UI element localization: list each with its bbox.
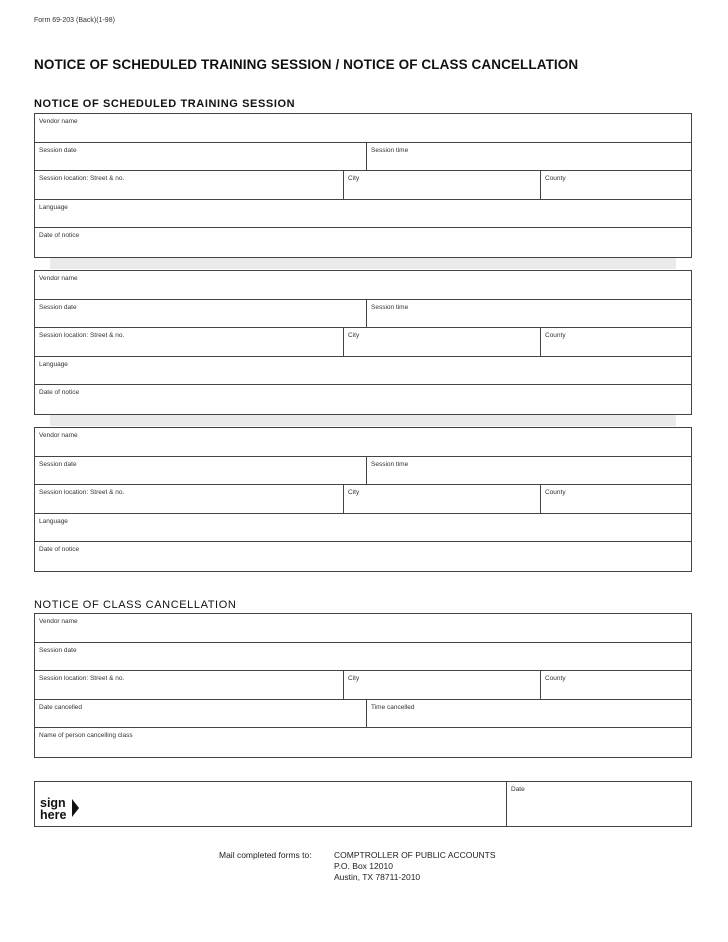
session-date-field[interactable] [35,457,366,485]
time-cancelled-label: Time cancelled [371,703,415,711]
person-cancelling-label: Name of person cancelling class [39,732,133,739]
county-label: County [545,675,566,682]
date-of-notice-field[interactable] [35,385,691,414]
session-date-field[interactable] [35,143,366,171]
training-session-block-1 [34,113,692,258]
date-of-notice-label: Date of notice [39,546,80,553]
separator-bar [50,415,676,426]
county-label: County [545,332,566,339]
city-field[interactable] [343,671,540,699]
separator-bar [50,258,676,269]
date-field[interactable] [506,782,691,826]
date-of-notice-label: Date of notice [39,232,80,239]
session-time-field[interactable] [366,143,691,171]
date-of-notice-field[interactable] [35,542,691,571]
date-of-notice-label: Date of notice [39,389,80,396]
vendor-name-field[interactable] [35,271,691,300]
session-time-field[interactable] [366,457,691,485]
mail-instruction: Mail completed forms to: [219,850,312,860]
language-label: Language [39,517,68,525]
city-field[interactable] [343,328,540,356]
vendor-name-field[interactable] [35,428,691,457]
signature-field[interactable] [35,782,506,826]
session-date-field[interactable] [35,300,366,328]
vendor-name-field[interactable] [35,614,691,643]
mailing-address [334,850,496,883]
session-location-label: Session location: Street & no. [39,489,125,496]
session-time-label: Session time [371,460,409,468]
date-cancelled-label: Date cancelled [39,703,82,711]
county-field[interactable] [540,171,691,199]
language-label: Language [39,360,68,368]
city-label: City [348,332,360,339]
session-date-field[interactable] [35,643,691,672]
training-session-block-2 [34,270,692,415]
language-field[interactable] [35,514,691,543]
session-date-label: Session date [39,146,77,154]
session-time-label: Session time [371,303,409,311]
county-label: County [545,175,566,182]
session-time-field[interactable] [366,300,691,328]
county-field[interactable] [540,485,691,513]
session-location-field[interactable] [35,171,343,199]
person-cancelling-field[interactable] [35,728,691,757]
session-location-field[interactable] [35,485,343,513]
cancellation-section-heading: NOTICE OF CLASS CANCELLATION [34,599,237,611]
sign-here-line1: sign [40,796,66,810]
city-label: City [348,489,360,496]
time-cancelled-field[interactable] [366,700,691,728]
session-location-label: Session location: Street & no. [39,175,125,182]
session-date-label: Session date [39,303,77,311]
session-date-label: Session date [39,460,77,468]
language-field[interactable] [35,200,691,229]
date-label: Date [511,786,525,793]
address-line-2: P.O. Box 12010 [334,861,393,871]
sign-here-marker [40,797,66,821]
vendor-name-label: Vendor name [39,432,78,439]
city-field[interactable] [343,485,540,513]
class-cancellation-block [34,613,692,758]
scheduled-section-heading: NOTICE OF SCHEDULED TRAINING SESSION [34,98,296,110]
session-date-label: Session date [39,646,77,654]
session-location-field[interactable] [35,671,343,699]
page-title: NOTICE OF SCHEDULED TRAINING SESSION / NOTICE OF CLASS CANCELLATION [34,57,579,72]
vendor-name-label: Vendor name [39,118,78,125]
session-location-label: Session location: Street & no. [39,675,125,682]
date-cancelled-field[interactable] [35,700,366,728]
signature-block [34,781,692,827]
vendor-name-field[interactable] [35,114,691,143]
language-label: Language [39,203,68,211]
county-field[interactable] [540,671,691,699]
session-location-label: Session location: Street & no. [39,332,125,339]
county-label: County [545,489,566,496]
vendor-name-label: Vendor name [39,275,78,282]
county-field[interactable] [540,328,691,356]
address-line-1: COMPTROLLER OF PUBLIC ACCOUNTS [334,850,496,860]
city-field[interactable] [343,171,540,199]
address-line-3: Austin, TX 78711-2010 [334,872,421,882]
session-time-label: Session time [371,146,409,154]
date-of-notice-field[interactable] [35,228,691,257]
sign-here-line2: here [40,808,67,822]
language-field[interactable] [35,357,691,386]
vendor-name-label: Vendor name [39,618,78,625]
form-number: Form 69-203 (Back)(1-98) [34,17,115,24]
session-location-field[interactable] [35,328,343,356]
arrow-right-icon [72,799,79,817]
city-label: City [348,675,360,682]
training-session-block-3 [34,427,692,572]
city-label: City [348,175,360,182]
